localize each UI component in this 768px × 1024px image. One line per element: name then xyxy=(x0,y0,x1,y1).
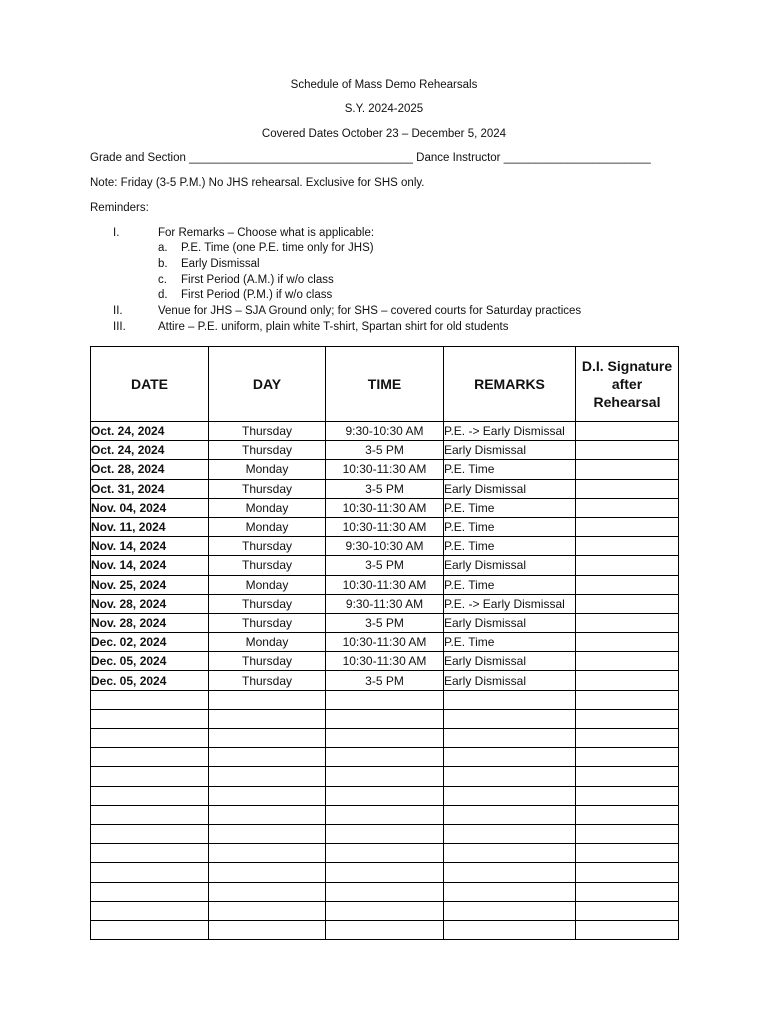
time-cell[interactable] xyxy=(326,729,444,748)
signature-cell[interactable] xyxy=(576,882,679,901)
remarks-cell: P.E. Time xyxy=(444,575,576,594)
signature-cell[interactable] xyxy=(576,690,679,709)
table-row-empty xyxy=(91,882,679,901)
day-cell[interactable] xyxy=(209,767,326,786)
time-cell[interactable] xyxy=(326,748,444,767)
remarks-cell: Early Dismissal xyxy=(444,613,576,632)
table-row xyxy=(91,594,679,613)
reminder-number: II. xyxy=(113,305,123,317)
time-cell: 3-5 PM xyxy=(326,479,444,498)
signature-cell[interactable] xyxy=(576,460,679,479)
day-cell[interactable] xyxy=(209,805,326,824)
remarks-cell[interactable] xyxy=(444,844,576,863)
table-row xyxy=(91,575,679,594)
table-row xyxy=(91,498,679,517)
remarks-cell[interactable] xyxy=(444,690,576,709)
signature-cell[interactable] xyxy=(576,786,679,805)
date-cell: Dec. 05, 2024 xyxy=(91,671,209,690)
table-row xyxy=(91,671,679,690)
subitem-text: First Period (P.M.) if w/o class xyxy=(181,289,333,301)
document-title: Schedule of Mass Demo Rehearsals xyxy=(290,79,478,91)
time-cell: 3-5 PM xyxy=(326,556,444,575)
remarks-cell[interactable] xyxy=(444,709,576,728)
subitem-letter: b. xyxy=(158,258,168,270)
signature-cell[interactable] xyxy=(576,863,679,882)
table-row-empty xyxy=(91,709,679,728)
school-year: S.Y. 2024-2025 xyxy=(344,103,424,115)
day-cell: Monday xyxy=(209,575,326,594)
signature-cell[interactable] xyxy=(576,748,679,767)
schedule-table-body xyxy=(91,422,679,940)
day-cell: Monday xyxy=(209,633,326,652)
day-cell[interactable] xyxy=(209,882,326,901)
day-cell: Thursday xyxy=(209,441,326,460)
time-cell: 10:30-11:30 AM xyxy=(326,633,444,652)
time-cell: 3-5 PM xyxy=(326,671,444,690)
remarks-cell[interactable] xyxy=(444,901,576,920)
day-cell: Thursday xyxy=(209,594,326,613)
date-cell[interactable] xyxy=(91,709,209,728)
day-cell[interactable] xyxy=(209,748,326,767)
date-cell: Oct. 28, 2024 xyxy=(91,460,209,479)
day-cell[interactable] xyxy=(209,844,326,863)
date-cell[interactable] xyxy=(91,767,209,786)
table-row xyxy=(91,422,679,441)
date-cell[interactable] xyxy=(91,863,209,882)
table-header-row xyxy=(91,347,679,422)
day-cell[interactable] xyxy=(209,690,326,709)
day-cell: Thursday xyxy=(209,537,326,556)
remarks-cell[interactable] xyxy=(444,786,576,805)
remarks-cell: Early Dismissal xyxy=(444,441,576,460)
time-cell[interactable] xyxy=(326,690,444,709)
time-cell[interactable] xyxy=(326,805,444,824)
table-row xyxy=(91,652,679,671)
time-cell: 10:30-11:30 AM xyxy=(326,498,444,517)
signature-cell[interactable] xyxy=(576,479,679,498)
table-row xyxy=(91,479,679,498)
remarks-cell: P.E. Time xyxy=(444,460,576,479)
remarks-cell[interactable] xyxy=(444,729,576,748)
remarks-cell: P.E. Time xyxy=(444,633,576,652)
signature-cell[interactable] xyxy=(576,920,679,939)
time-cell: 10:30-11:30 AM xyxy=(326,652,444,671)
date-cell: Oct. 31, 2024 xyxy=(91,479,209,498)
time-cell[interactable] xyxy=(326,767,444,786)
signature-cell[interactable] xyxy=(576,901,679,920)
date-cell[interactable] xyxy=(91,786,209,805)
column-header-day: DAY xyxy=(209,347,326,422)
remarks-cell[interactable] xyxy=(444,920,576,939)
reminder-subitem-a xyxy=(0,242,768,258)
reminder-subitem-c xyxy=(0,274,768,290)
date-cell[interactable] xyxy=(91,729,209,748)
time-cell[interactable] xyxy=(326,863,444,882)
signature-cell[interactable] xyxy=(576,805,679,824)
table-row-empty xyxy=(91,729,679,748)
reminder-text: Attire – P.E. uniform, plain white T-shirt, Spartan shirt for old students xyxy=(158,321,509,333)
date-cell: Nov. 11, 2024 xyxy=(91,517,209,536)
reminder-text: Venue for JHS – SJA Ground only; for SHS – covered courts for Saturday practices xyxy=(158,305,582,317)
table-row-empty xyxy=(91,824,679,843)
signature-cell[interactable] xyxy=(576,671,679,690)
reminder-item-2 xyxy=(0,305,768,321)
subitem-letter: c. xyxy=(158,274,167,286)
remarks-cell: P.E. Time xyxy=(444,537,576,556)
column-header-remarks: REMARKS xyxy=(444,347,576,422)
remarks-cell: Early Dismissal xyxy=(444,479,576,498)
date-cell: Dec. 02, 2024 xyxy=(91,633,209,652)
table-row xyxy=(91,517,679,536)
date-cell: Nov. 28, 2024 xyxy=(91,594,209,613)
reminder-number: III. xyxy=(113,321,126,333)
signature-cell[interactable] xyxy=(576,594,679,613)
signature-cell[interactable] xyxy=(576,575,679,594)
remarks-cell: P.E. Time xyxy=(444,517,576,536)
table-row-empty xyxy=(91,786,679,805)
table-row xyxy=(91,633,679,652)
signature-cell[interactable] xyxy=(576,824,679,843)
note-line: Note: Friday (3-5 P.M.) No JHS rehearsal. Exclusive for SHS only. xyxy=(90,177,425,189)
time-cell[interactable] xyxy=(326,824,444,843)
subitem-letter: a. xyxy=(158,242,168,254)
table-row-empty xyxy=(91,805,679,824)
date-cell: Dec. 05, 2024 xyxy=(91,652,209,671)
time-cell[interactable] xyxy=(326,844,444,863)
date-cell[interactable] xyxy=(91,844,209,863)
day-cell[interactable] xyxy=(209,863,326,882)
date-cell: Nov. 14, 2024 xyxy=(91,556,209,575)
time-cell[interactable] xyxy=(326,901,444,920)
remarks-cell: Early Dismissal xyxy=(444,556,576,575)
subitem-letter: d. xyxy=(158,289,168,301)
day-cell: Thursday xyxy=(209,613,326,632)
day-cell: Monday xyxy=(209,517,326,536)
remarks-cell[interactable] xyxy=(444,767,576,786)
subitem-text: P.E. Time (one P.E. time only for JHS) xyxy=(181,242,374,254)
time-cell[interactable] xyxy=(326,709,444,728)
signature-cell[interactable] xyxy=(576,441,679,460)
signature-cell[interactable] xyxy=(576,498,679,517)
table-row xyxy=(91,613,679,632)
time-cell: 10:30-11:30 AM xyxy=(326,517,444,536)
time-cell: 9:30-11:30 AM xyxy=(326,594,444,613)
reminder-text: For Remarks – Choose what is applicable: xyxy=(158,227,375,239)
remarks-cell[interactable] xyxy=(444,882,576,901)
table-row-empty xyxy=(91,767,679,786)
date-cell[interactable] xyxy=(91,748,209,767)
date-cell: Oct. 24, 2024 xyxy=(91,441,209,460)
reminder-subitem-d xyxy=(0,289,768,305)
signature-cell[interactable] xyxy=(576,613,679,632)
day-cell: Thursday xyxy=(209,652,326,671)
time-cell[interactable] xyxy=(326,882,444,901)
table-row-empty xyxy=(91,748,679,767)
table-row xyxy=(91,460,679,479)
day-cell[interactable] xyxy=(209,729,326,748)
covered-dates: Covered Dates October 23 – December 5, 2024 xyxy=(261,128,507,140)
date-cell: Nov. 14, 2024 xyxy=(91,537,209,556)
day-cell[interactable] xyxy=(209,824,326,843)
table-row xyxy=(91,537,679,556)
time-cell: 10:30-11:30 AM xyxy=(326,575,444,594)
signature-cell[interactable] xyxy=(576,537,679,556)
date-cell[interactable] xyxy=(91,882,209,901)
signature-cell[interactable] xyxy=(576,767,679,786)
day-cell[interactable] xyxy=(209,786,326,805)
remarks-cell[interactable] xyxy=(444,863,576,882)
table-row-empty xyxy=(91,863,679,882)
date-cell[interactable] xyxy=(91,690,209,709)
signature-cell[interactable] xyxy=(576,556,679,575)
grade-section-line: Grade and Section ___________________________________ Dance Instructor _______________________ xyxy=(90,152,651,164)
day-cell[interactable] xyxy=(209,709,326,728)
time-cell[interactable] xyxy=(326,786,444,805)
day-cell: Thursday xyxy=(209,479,326,498)
day-cell[interactable] xyxy=(209,901,326,920)
time-cell: 3-5 PM xyxy=(326,441,444,460)
remarks-cell: P.E. Time xyxy=(444,498,576,517)
time-cell: 10:30-11:30 AM xyxy=(326,460,444,479)
remarks-cell[interactable] xyxy=(444,824,576,843)
schedule-table xyxy=(90,346,679,940)
reminders-label: Reminders: xyxy=(90,202,149,214)
remarks-cell[interactable] xyxy=(444,748,576,767)
day-cell: Monday xyxy=(209,498,326,517)
table-row-empty xyxy=(91,690,679,709)
time-cell: 3-5 PM xyxy=(326,613,444,632)
remarks-cell: P.E. -> Early Dismissal xyxy=(444,594,576,613)
signature-cell[interactable] xyxy=(576,709,679,728)
table-row xyxy=(91,441,679,460)
signature-cell[interactable] xyxy=(576,633,679,652)
time-cell: 9:30-10:30 AM xyxy=(326,422,444,441)
date-cell[interactable] xyxy=(91,901,209,920)
day-cell: Thursday xyxy=(209,422,326,441)
date-cell: Oct. 24, 2024 xyxy=(91,422,209,441)
time-cell[interactable] xyxy=(326,920,444,939)
signature-cell[interactable] xyxy=(576,729,679,748)
remarks-cell: P.E. -> Early Dismissal xyxy=(444,422,576,441)
column-header-signature: D.I. Signature after Rehearsal xyxy=(576,347,679,422)
signature-cell[interactable] xyxy=(576,652,679,671)
reminder-subitem-b xyxy=(0,258,768,274)
signature-cell[interactable] xyxy=(576,844,679,863)
subitem-text: Early Dismissal xyxy=(181,258,260,270)
column-header-date: DATE xyxy=(91,347,209,422)
date-cell: Nov. 28, 2024 xyxy=(91,613,209,632)
date-cell[interactable] xyxy=(91,920,209,939)
signature-cell[interactable] xyxy=(576,517,679,536)
date-cell[interactable] xyxy=(91,805,209,824)
reminder-item-1 xyxy=(0,227,768,243)
remarks-cell: Early Dismissal xyxy=(444,671,576,690)
time-cell: 9:30-10:30 AM xyxy=(326,537,444,556)
date-cell: Nov. 04, 2024 xyxy=(91,498,209,517)
day-cell: Monday xyxy=(209,460,326,479)
date-cell: Nov. 25, 2024 xyxy=(91,575,209,594)
signature-cell[interactable] xyxy=(576,422,679,441)
day-cell: Thursday xyxy=(209,671,326,690)
date-cell[interactable] xyxy=(91,824,209,843)
reminder-item-3 xyxy=(0,321,768,337)
remarks-cell: Early Dismissal xyxy=(444,652,576,671)
day-cell: Thursday xyxy=(209,556,326,575)
reminder-number: I. xyxy=(113,227,120,239)
table-row xyxy=(91,556,679,575)
subitem-text: First Period (A.M.) if w/o class xyxy=(181,274,334,286)
table-row-empty xyxy=(91,844,679,863)
day-cell[interactable] xyxy=(209,920,326,939)
table-row-empty xyxy=(91,901,679,920)
column-header-time: TIME xyxy=(326,347,444,422)
remarks-cell[interactable] xyxy=(444,805,576,824)
table-row-empty xyxy=(91,920,679,939)
